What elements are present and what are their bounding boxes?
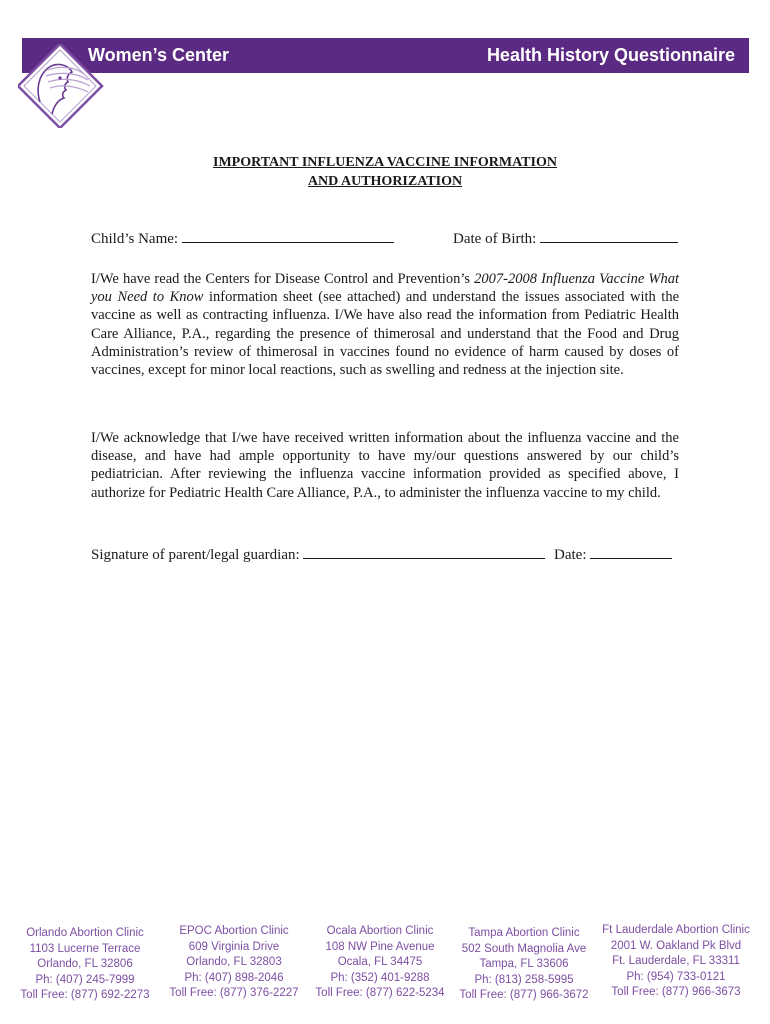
clinic-tollfree: Toll Free: (877) 966-3672: [459, 989, 589, 1002]
center-name: Women’s Center: [88, 45, 230, 65]
clinic-orlando: [14, 926, 156, 1004]
header-banner: [22, 38, 749, 73]
clinic-name: Tampa Abortion Clinic: [468, 927, 580, 939]
clinic-address: 2001 W. Oakland Pk Blvd: [610, 939, 742, 952]
clinic-ocala: [310, 924, 450, 1002]
clinic-address: 609 Virginia Drive: [188, 940, 280, 953]
dob-field[interactable]: [540, 228, 678, 243]
document-title-line2: AND AUTHORIZATION: [307, 174, 463, 189]
signature-date-label: Date:: [554, 547, 587, 563]
signature-label: Signature of parent/legal guardian:: [91, 547, 300, 563]
clinic-address: 1103 Lucerne Terrace: [29, 942, 141, 955]
paragraph-cdc-information: [91, 270, 679, 379]
clinic-ft-lauderdale: [596, 923, 756, 1001]
clinic-city: Orlando, FL 32806: [37, 958, 133, 971]
childs-name-row: [91, 228, 394, 248]
clinic-city: Ft. Lauderdale, FL 33311: [612, 955, 740, 968]
clinic-city: Tampa, FL 33606: [479, 958, 569, 971]
signature-date-row: [554, 544, 672, 564]
clinic-phone: Ph: (954) 733-0121: [626, 970, 726, 983]
clinic-phone: Ph: (407) 898-2046: [184, 971, 284, 984]
childs-name-field[interactable]: [182, 228, 394, 243]
clinic-city: Ocala, FL 34475: [337, 956, 423, 969]
form-title: Health History Questionnaire: [486, 45, 735, 65]
clinic-name: EPOC Abortion Clinic: [179, 925, 289, 937]
para1-vaccine-sheet-title: 2007-2008 Influenza Vaccine What you Need to Know: [91, 271, 679, 306]
clinic-tollfree: Toll Free: (877) 376-2227: [169, 987, 299, 1000]
signature-field[interactable]: [303, 544, 545, 559]
signature-row: [91, 544, 545, 564]
clinic-epoc: [164, 924, 304, 1002]
clinic-tollfree: Toll Free: (877) 966-3673: [611, 986, 741, 999]
document-title-line1: IMPORTANT INFLUENZA VACCINE INFORMATION: [213, 155, 557, 170]
clinic-phone: Ph: (407) 245-7999: [35, 973, 135, 986]
womens-center-logo-icon: [18, 44, 130, 128]
footer-clinics: [14, 926, 756, 1014]
clinic-address: 108 NW Pine Avenue: [325, 940, 435, 953]
signature-date-field[interactable]: [590, 544, 672, 559]
childs-name-label: Child’s Name:: [91, 231, 179, 247]
clinic-city: Orlando, FL 32803: [186, 956, 282, 969]
clinic-phone: Ph: (352) 401-9288: [330, 971, 430, 984]
clinic-tollfree: Toll Free: (877) 622-5234: [315, 987, 445, 1000]
clinic-tampa: [456, 926, 592, 1004]
para1-text-end: information sheet (see attached) and understand the issues associated with the vaccine as well as contracting influenza. I/We have also read the information from Pediatric Health Care Alliance, P.A., regarding the presence of thimerosal and understand that the Food and Drug Administration’s review of thimerosal in vaccines found no evidence of harm caused by doses of vaccines, except for minor local reactions, such as swelling and redness at the injection site.: [91, 289, 680, 379]
clinic-phone: Ph: (813) 258-5995: [474, 973, 574, 986]
clinic-name: Ocala Abortion Clinic: [326, 925, 434, 937]
dob-row: [453, 228, 678, 248]
dob-label: Date of Birth:: [453, 231, 537, 247]
paragraph-authorization: I/We acknowledge that I/we have received written information about the influenza vaccine and the disease, and have had ample opportunity to have my/our questions answered by our child’s pediatrician. After reviewing the influenza vaccine information provided as specified above, I authorize for Pediatric Health Care Alliance, P.A., to administer the influenza vaccine to my child.: [91, 430, 679, 501]
para1-text-start: I/We have read the Centers for Disease Control and Prevention’s: [91, 271, 475, 287]
clinic-address: 502 South Magnolia Ave: [461, 942, 587, 955]
clinic-name: Orlando Abortion Clinic: [26, 927, 144, 939]
clinic-tollfree: Toll Free: (877) 692-2273: [20, 989, 150, 1002]
clinic-name: Ft Lauderdale Abortion Clinic: [602, 924, 750, 936]
